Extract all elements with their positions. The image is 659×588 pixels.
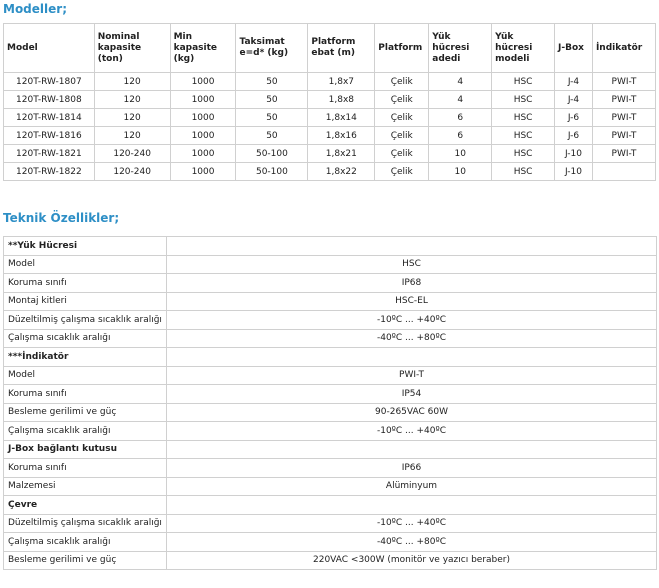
spec-label: Çalışma sıcaklık aralığı: [4, 533, 167, 552]
table-cell: 50: [236, 73, 308, 91]
table-cell: HSC: [492, 145, 555, 163]
spec-row: [4, 274, 657, 293]
spec-label: Model: [4, 255, 167, 274]
spec-value: 90-265VAC 60W: [167, 403, 657, 422]
table-cell: HSC: [492, 73, 555, 91]
table-cell: 1,8x16: [308, 127, 375, 145]
spec-label: Koruma sınıfı: [4, 274, 167, 293]
table-cell: 1000: [170, 127, 236, 145]
table-cell: 1000: [170, 163, 236, 181]
table-cell: 1,8x8: [308, 91, 375, 109]
table-cell: 120T-RW-1814: [4, 109, 95, 127]
spec-label: Çevre: [4, 496, 167, 515]
spec-row: [4, 329, 657, 348]
spec-row: [4, 551, 657, 570]
table-cell: 120T-RW-1821: [4, 145, 95, 163]
header-indicator: İndikatör: [592, 24, 655, 73]
spec-label: Besleme gerilimi ve güç: [4, 403, 167, 422]
table-cell: 1,8x22: [308, 163, 375, 181]
table-cell: 120: [94, 109, 170, 127]
spec-value: Alüminyum: [167, 477, 657, 496]
spec-label: Düzeltilmiş çalışma sıcaklık aralığı: [4, 514, 167, 533]
table-cell: 1,8x14: [308, 109, 375, 127]
table-row: [4, 145, 656, 163]
spec-label: J-Box bağlantı kutusu: [4, 440, 167, 459]
spec-label: Montaj kitleri: [4, 292, 167, 311]
table-cell: J-6: [555, 127, 593, 145]
header-model: Model: [4, 24, 95, 73]
spec-label: Malzemesi: [4, 477, 167, 496]
table-cell: J-6: [555, 109, 593, 127]
header-loadcell-model: Yük hücresi modeli: [492, 24, 555, 73]
spec-label: Düzeltilmiş çalışma sıcaklık aralığı: [4, 311, 167, 330]
spec-row: [4, 385, 657, 404]
spec-value: [167, 440, 657, 459]
table-cell: 120: [94, 127, 170, 145]
table-cell: HSC: [492, 127, 555, 145]
table-cell: 120T-RW-1808: [4, 91, 95, 109]
table-cell: 120T-RW-1822: [4, 163, 95, 181]
table-cell: 1000: [170, 109, 236, 127]
table-cell: 120T-RW-1807: [4, 73, 95, 91]
table-cell: Çelik: [375, 109, 429, 127]
table-row: [4, 73, 656, 91]
table-cell: HSC: [492, 109, 555, 127]
table-cell: 6: [429, 109, 492, 127]
spec-row: [4, 255, 657, 274]
table-cell: Çelik: [375, 163, 429, 181]
spec-row: [4, 459, 657, 478]
spec-group-header: [4, 348, 657, 367]
spec-value: IP66: [167, 459, 657, 478]
table-cell: 1000: [170, 73, 236, 91]
table-row: [4, 109, 656, 127]
table-cell: 4: [429, 91, 492, 109]
table-cell: Çelik: [375, 73, 429, 91]
header-nominal-capacity: Nominal kapasite (ton): [94, 24, 170, 73]
spec-label: Koruma sınıfı: [4, 459, 167, 478]
table-cell: 1000: [170, 91, 236, 109]
table-cell: J-4: [555, 91, 593, 109]
spec-row: [4, 477, 657, 496]
table-cell: 120T-RW-1816: [4, 127, 95, 145]
table-cell: 50-100: [236, 145, 308, 163]
spec-value: -10ºC ... +40ºC: [167, 311, 657, 330]
spec-value: [167, 496, 657, 515]
header-min-capacity: Min kapasite (kg): [170, 24, 236, 73]
spec-group-header: [4, 237, 657, 256]
table-cell: J-10: [555, 163, 593, 181]
table-cell: PWI-T: [592, 91, 655, 109]
spec-label: Çalışma sıcaklık aralığı: [4, 422, 167, 441]
table-cell: 120-240: [94, 163, 170, 181]
spec-value: -10ºC ... +40ºC: [167, 514, 657, 533]
spec-value: -40ºC ... +80ºC: [167, 329, 657, 348]
models-section-title: Modeller;: [3, 2, 67, 16]
table-cell: 120-240: [94, 145, 170, 163]
spec-value: -10ºC ... +40ºC: [167, 422, 657, 441]
table-cell: 50: [236, 109, 308, 127]
spec-label: Koruma sınıfı: [4, 385, 167, 404]
specs-table: [3, 236, 657, 570]
table-cell: J-4: [555, 73, 593, 91]
table-cell: 50: [236, 91, 308, 109]
spec-label: Model: [4, 366, 167, 385]
spec-row: [4, 292, 657, 311]
models-header-row: [4, 24, 656, 73]
spec-row: [4, 366, 657, 385]
table-cell: 10: [429, 163, 492, 181]
spec-row: [4, 311, 657, 330]
table-row: [4, 91, 656, 109]
table-cell: Çelik: [375, 145, 429, 163]
spec-value: HSC: [167, 255, 657, 274]
spec-value: [167, 348, 657, 367]
table-cell: 1,8x7: [308, 73, 375, 91]
table-row: [4, 127, 656, 145]
spec-row: [4, 533, 657, 552]
table-cell: PWI-T: [592, 73, 655, 91]
spec-value: HSC-EL: [167, 292, 657, 311]
spec-row: [4, 514, 657, 533]
table-cell: PWI-T: [592, 127, 655, 145]
table-cell: 120: [94, 91, 170, 109]
spec-label: ***İndikatör: [4, 348, 167, 367]
spec-label: Çalışma sıcaklık aralığı: [4, 329, 167, 348]
table-cell: HSC: [492, 163, 555, 181]
table-cell: 10: [429, 145, 492, 163]
header-division: Taksimat e=d* (kg): [236, 24, 308, 73]
spec-row: [4, 403, 657, 422]
spec-value: IP68: [167, 274, 657, 293]
table-cell: HSC: [492, 91, 555, 109]
spec-value: -40ºC ... +80ºC: [167, 533, 657, 552]
table-cell: PWI-T: [592, 145, 655, 163]
table-cell: J-10: [555, 145, 593, 163]
spec-value: [167, 237, 657, 256]
table-cell: 120: [94, 73, 170, 91]
header-loadcell-count: Yük hücresi adedi: [429, 24, 492, 73]
table-cell: 50-100: [236, 163, 308, 181]
table-row: [4, 163, 656, 181]
spec-label: Besleme gerilimi ve güç: [4, 551, 167, 570]
table-cell: PWI-T: [592, 109, 655, 127]
table-cell: [592, 163, 655, 181]
spec-value: IP54: [167, 385, 657, 404]
table-cell: 1,8x21: [308, 145, 375, 163]
table-cell: Çelik: [375, 91, 429, 109]
spec-value: 220VAC <300W (monitör ve yazıcı beraber): [167, 551, 657, 570]
spec-value: PWI-T: [167, 366, 657, 385]
table-cell: Çelik: [375, 127, 429, 145]
spec-label: **Yük Hücresi: [4, 237, 167, 256]
specs-section-title: Teknik Özellikler;: [3, 211, 120, 225]
header-jbox: J-Box: [555, 24, 593, 73]
table-cell: 1000: [170, 145, 236, 163]
spec-group-header: [4, 496, 657, 515]
spec-group-header: [4, 440, 657, 459]
table-cell: 6: [429, 127, 492, 145]
spec-row: [4, 422, 657, 441]
table-cell: 4: [429, 73, 492, 91]
header-platform: Platform: [375, 24, 429, 73]
header-platform-size: Platform ebat (m): [308, 24, 375, 73]
models-table: [3, 23, 656, 181]
table-cell: 50: [236, 127, 308, 145]
